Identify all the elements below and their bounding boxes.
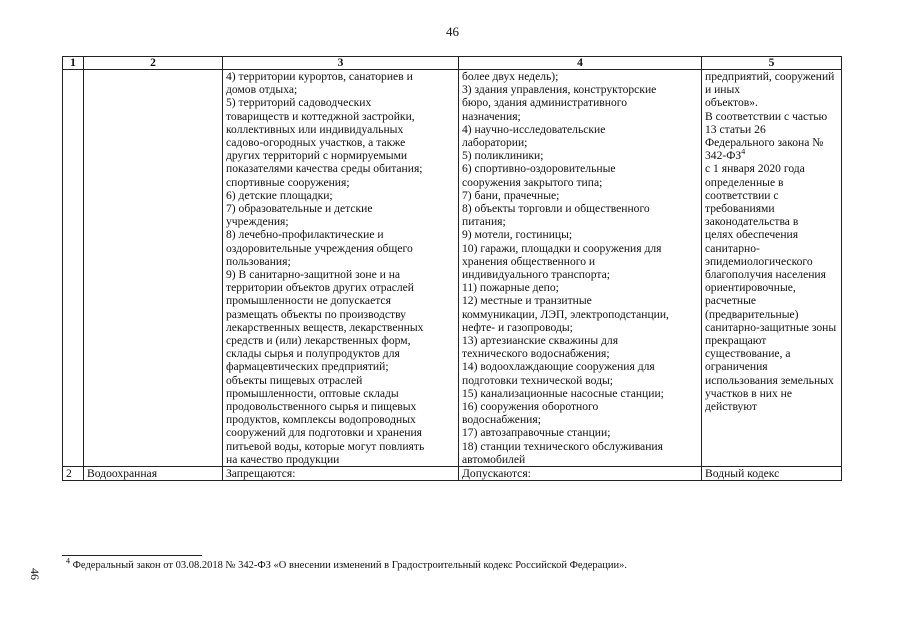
text-line: объектов».	[705, 96, 758, 110]
text-line: 4) научно-исследовательские	[462, 122, 606, 136]
text-line: лаборатории;	[462, 136, 528, 150]
header-col-4: 4	[459, 57, 702, 70]
text-line: сооружения закрытого типа;	[462, 175, 603, 189]
text-line: хранения общественного и	[462, 254, 596, 268]
text-line: с 1 января 2020 года	[705, 162, 805, 176]
side-page-number: 46	[28, 568, 42, 580]
text-line: 9) В санитарно-защитной зоне и на	[226, 268, 401, 282]
header-col-1: 1	[63, 57, 84, 70]
footnote-ref: 4	[741, 149, 746, 157]
text-line: коллективных или индивидуальных	[226, 122, 404, 136]
text-line: сооружений для подготовки и хранения	[226, 426, 422, 440]
text-line: спортивные сооружения;	[226, 175, 350, 189]
text-line: 8) объекты торговли и общественного	[462, 202, 650, 216]
text-line: 7) образовательные и детские	[226, 202, 373, 216]
text-line: 9) мотели, гостиницы;	[462, 228, 573, 242]
text-line: оздоровительные учреждения общего	[226, 241, 413, 255]
text-line: автомобилей	[462, 452, 526, 466]
text-line: домов отдыха;	[226, 83, 298, 97]
text-line: существование, а	[705, 347, 791, 361]
text-line: пользования;	[226, 254, 291, 268]
header-col-3: 3	[223, 57, 459, 70]
row1-col4	[459, 70, 702, 467]
text-line: бюро, здания административного	[462, 96, 628, 110]
text-line: 13) артезианские скважины для	[462, 334, 619, 348]
text-line: индивидуального транспорта;	[462, 268, 610, 282]
text-line: размещать объекты по производству	[226, 307, 406, 321]
text-line: 6) детские площадки;	[226, 188, 333, 202]
text-line: 3) здания управления, конструкторские	[462, 83, 657, 97]
text-line: 11) пожарные депо;	[462, 281, 559, 295]
text-line: Федерального закона №	[705, 136, 824, 150]
text-line: 5) территорий садоводческих	[226, 96, 372, 110]
text-line: нефте- и газопроводы;	[462, 320, 573, 334]
table-row	[63, 70, 842, 467]
text-line: склады сырья и полупродуктов для	[226, 347, 400, 361]
row1-col1	[63, 70, 84, 467]
prohibited-list	[226, 70, 455, 466]
footnote-mark: 4	[66, 556, 70, 566]
text-line: 12) местные и транзитные	[462, 294, 592, 308]
text-line: 16) сооружения оборотного	[462, 400, 599, 414]
row1-col5	[702, 70, 842, 467]
text-line: санитарно-защитные зоны	[705, 320, 837, 334]
row1-col3	[223, 70, 459, 467]
text-line: 13 статьи 26	[705, 122, 766, 136]
allowed-list	[462, 70, 698, 466]
row1-col2	[84, 70, 223, 467]
footnote-text: Федеральный закон от 03.08.2018 № 342-ФЗ «О внесении изменений в Градостроительный кодекс Российской Федерации».	[70, 560, 628, 571]
text-line: 10) гаражи, площадки и сооружения для	[462, 241, 662, 255]
row2-col2: Водоохранная	[84, 467, 223, 481]
table-row	[63, 467, 842, 481]
text-line: фармацевтических предприятий;	[226, 360, 389, 374]
text-line: территории объектов других отраслей	[226, 281, 415, 295]
text-line: 5) поликлиники;	[462, 149, 544, 163]
text-line: благополучия населения	[705, 268, 826, 282]
text-line: объекты пищевых отраслей	[226, 373, 363, 387]
text-line: садово-огородных участков, а также	[226, 136, 406, 150]
header-col-5: 5	[702, 57, 842, 70]
text-line: расчетные	[705, 294, 757, 308]
text-line: 7) бани, прачечные;	[462, 188, 560, 202]
text-line: участков в них не	[705, 386, 793, 400]
footnote	[66, 556, 628, 571]
text-line: водоснабжения;	[462, 413, 541, 427]
row2-col3: Запрещаются:	[223, 467, 459, 481]
text-line: коммуникации, ЛЭП, электроподстанции,	[462, 307, 669, 321]
text-line: продуктов, комплексы водопроводных	[226, 413, 416, 427]
text-line: подготовки технической воды;	[462, 373, 613, 387]
text-line: промышленности, оптовые склады	[226, 386, 399, 400]
page-number: 46	[446, 24, 459, 39]
text-line: 6) спортивно-оздоровительные	[462, 162, 616, 176]
text-line: ограничения	[705, 360, 768, 374]
text-line: (предварительные)	[705, 307, 799, 321]
text-line: более двух недель);	[462, 70, 559, 83]
text-line: назначения;	[462, 109, 521, 123]
text-line: питьевой воды, которые могут повлиять	[226, 439, 425, 453]
text-line: других территорий с нормируемыми	[226, 149, 408, 163]
row2-col4: Допускаются:	[459, 467, 702, 481]
text-line: санитарно-	[705, 241, 760, 255]
row2-col1: 2	[63, 467, 84, 481]
text-line: требованиями	[705, 202, 775, 216]
text-line: технического водоснабжения;	[462, 347, 610, 361]
header-col-2: 2	[84, 57, 223, 70]
text-line: 4) территории курортов, санаториев и	[226, 70, 413, 83]
header-row	[63, 57, 842, 70]
footnote-divider	[62, 555, 202, 556]
text-line: и иных	[705, 83, 741, 97]
text-line: учреждения;	[226, 215, 289, 229]
text-line: действуют	[705, 400, 757, 414]
text-line: прекращают	[705, 334, 767, 348]
text-line: на качество продукции	[226, 452, 340, 466]
text-line: питания;	[462, 215, 506, 229]
text-line: 18) станции технического обслуживания	[462, 439, 663, 453]
text-line: эпидемиологического	[705, 254, 813, 268]
text-line: В соответствии с частью	[705, 109, 828, 123]
text-line: целях обеспечения	[705, 228, 799, 242]
legal-basis	[705, 70, 838, 413]
text-line: показателями качества среды обитания;	[226, 162, 423, 176]
text-line: товариществ и коттеджной застройки,	[226, 109, 415, 123]
row2-col5: Водный кодекс	[702, 467, 842, 481]
text-line: предприятий, сооружений	[705, 70, 835, 83]
zones-table	[62, 56, 842, 481]
text-line: законодательства в	[705, 215, 799, 229]
text-line: определенные в	[705, 175, 784, 189]
text-line: 8) лечебно-профилактические и	[226, 228, 384, 242]
text-line: ориентировочные,	[705, 281, 796, 295]
text-line: 14) водоохлаждающие сооружения для	[462, 360, 655, 374]
text-line: 17) автозаправочные станции;	[462, 426, 611, 440]
text-line: продовольственного сырья и пищевых	[226, 400, 417, 414]
text-line: 15) канализационные насосные станции;	[462, 386, 664, 400]
text-line: лекарственных веществ, лекарственных	[226, 320, 424, 334]
text-line: $342-ФЗ^4$	[705, 149, 746, 163]
text-line: использования земельных	[705, 373, 834, 387]
text-line: средств и (или) лекарственных форм,	[226, 334, 411, 348]
text-line: соответствии с	[705, 188, 779, 202]
text-line: промышленности не допускается	[226, 294, 391, 308]
